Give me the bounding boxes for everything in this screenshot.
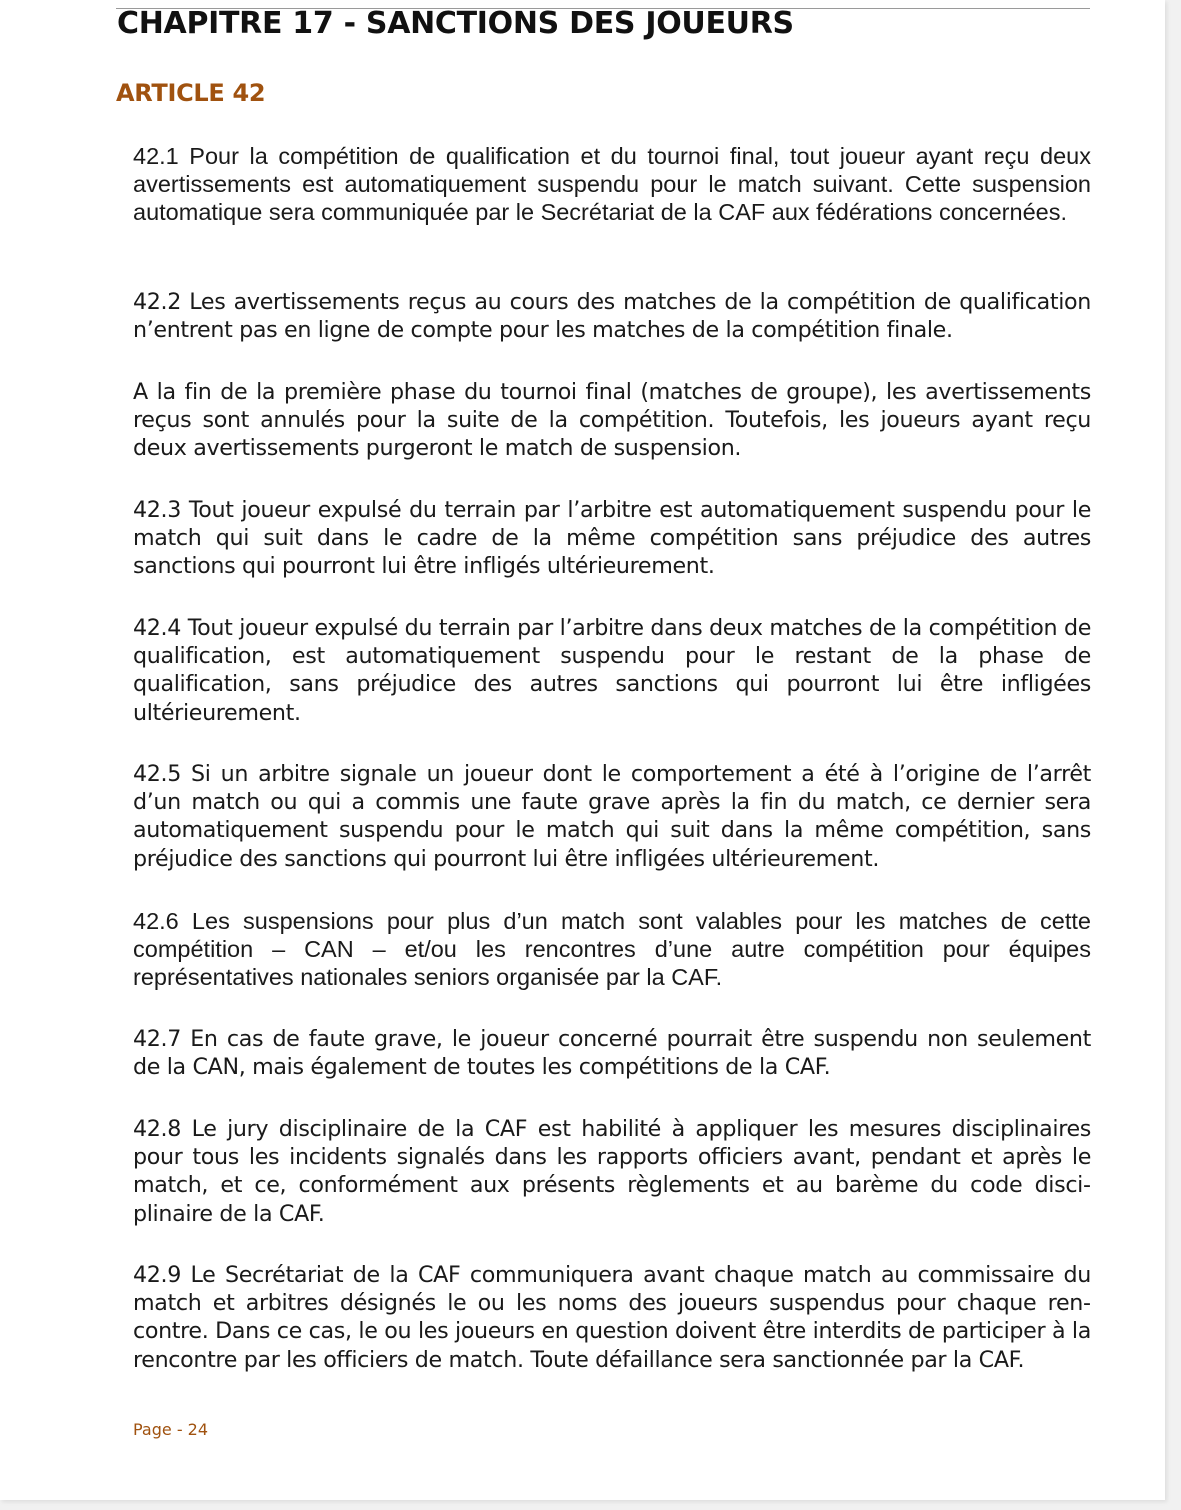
paragraph-42-3: 42.3 Tout joueur expulsé du terrain par l’arbitre est automatiquement suspendu pour le match qui suit dans le cadre de la même compétition sans préjudice des autres sanctions qui pourront lui être infligés ultérieurement.	[133, 497, 1091, 580]
chapter-title: CHAPITRE 17 - SANCTIONS DES JOUEURS	[117, 6, 794, 41]
paragraph-42-8: 42.8 Le jury disciplinaire de la CAF est habilité à appliquer les mesures disciplinaires pour tous les incidents signalés dans les rapports officiers avant, pendant et après le match, et ce, conformément aux présents règlements et au barème du code disciplinaire de la CAF.	[133, 1116, 1091, 1227]
page-number: Page - 24	[133, 1420, 209, 1439]
paragraph-42-4: 42.4 Tout joueur expulsé du terrain par l’arbitre dans deux matches de la compétition de qualification, est automatiquement suspendu pour le restant de la phase de qualification, sans préjudice des autres sanctions qui pourront lui être infligées ultérieurement.	[133, 615, 1091, 726]
paragraph-42-7: 42.7 En cas de faute grave, le joueur concerné pourrait être suspendu non seulement de la CAN, mais également de toutes les compétitions de la CAF.	[133, 1026, 1091, 1081]
paragraph-42-9: 42.9 Le Secrétariat de la CAF communiquera avant chaque match au commissaire du match et arbitres désignés le ou les noms des joueurs suspendus pour chaque rencontre. Dans ce cas, le ou les joueurs en question doivent être interdits de participer à la rencontre par les officiers de match. Toute défaillance sera sanctionnée par la CAF.	[133, 1262, 1091, 1373]
paragraph-42-5: 42.5 Si un arbitre signale un joueur dont le comportement a été à l’origine de l’arrêt d’un match ou qui a commis une faute grave après la fin du match, ce dernier sera automatiquement suspendu pour le match qui suit dans la même compétition, sans préjudice des sanctions qui pourront lui être infligées ultérieurement.	[133, 761, 1091, 872]
article-title: ARTICLE 42	[116, 79, 266, 107]
paragraph-42-1: 42.1 Pour la compétition de qualification et du tournoi final, tout joueur ayant reçu deux avertissements est automatiquement suspendu pour le match suivant. Cette suspension automatique sera communiquée par le Secrétariat de la CAF aux fédérations concernées.	[133, 143, 1091, 226]
paragraph-42-6: 42.6 Les suspensions pour plus d’un match sont valables pour les matches de cette compétition – CAN – et/ou les rencontres d’une autre compétition pour équipes représentatives nationales seniors organisée par la CAF.	[133, 908, 1091, 991]
paragraph-42-2-continued: A la fin de la première phase du tournoi final (matches de groupe), les avertissements reçus sont annulés pour la suite de la compétition. Toutefois, les joueurs ayant reçu deux avertissements purgeront le match de suspension.	[133, 379, 1091, 462]
paragraph-42-2: 42.2 Les avertissements reçus au cours des matches de la compétition de qualification n’entrent pas en ligne de compte pour les matches de la compétition finale.	[133, 289, 1091, 344]
